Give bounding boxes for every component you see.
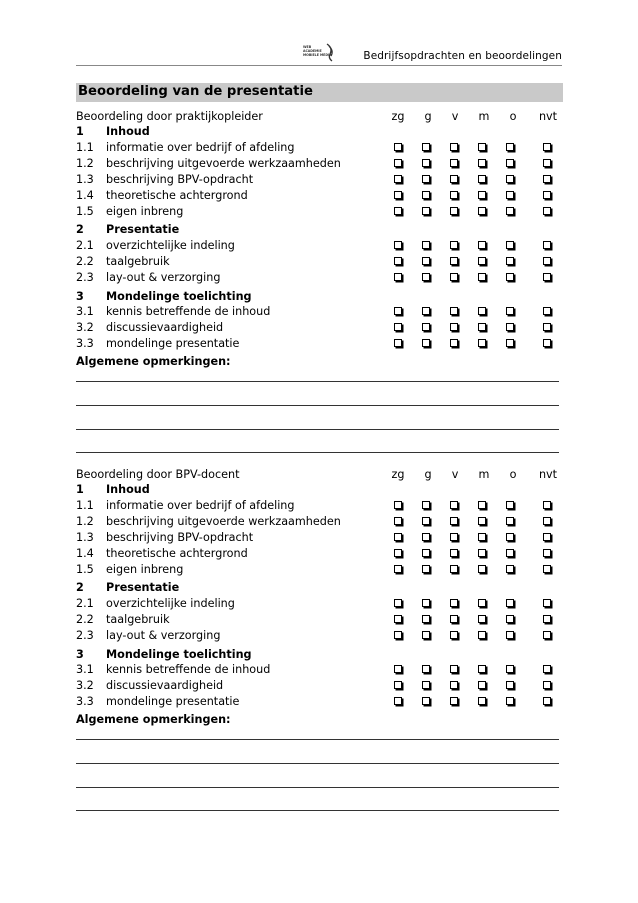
rating-checkbox-v[interactable]: [450, 307, 458, 315]
assessor-header-row: [76, 468, 563, 482]
criterion-row: [76, 141, 563, 155]
logo-text-line-1: WEB: [303, 45, 312, 49]
rating-checkbox-zg[interactable]: [394, 549, 402, 557]
rating-checkbox-m[interactable]: [478, 159, 486, 167]
rating-checkbox-zg[interactable]: [394, 631, 402, 639]
column-header-o: o: [509, 110, 517, 123]
remarks-line[interactable]: [76, 452, 559, 453]
rating-checkbox-g[interactable]: [422, 339, 430, 347]
rating-checkbox-o[interactable]: [506, 241, 514, 249]
section-title-row: [76, 125, 563, 139]
rating-checkbox-g[interactable]: [422, 257, 430, 265]
section-heading-bar: [76, 83, 563, 102]
rating-checkbox-m[interactable]: [478, 599, 486, 607]
criterion-number: 1.5: [76, 563, 94, 576]
remarks-line[interactable]: [76, 810, 559, 811]
criterion-label: theoretische achtergrond: [106, 189, 248, 202]
criterion-label: taalgebruik: [106, 613, 170, 626]
criterion-row: [76, 205, 563, 219]
rating-checkbox-o[interactable]: [506, 207, 514, 215]
criterion-row: [76, 531, 563, 545]
rating-checkbox-zg[interactable]: [394, 681, 402, 689]
rating-checkbox-m[interactable]: [478, 323, 486, 331]
criterion-row: [76, 255, 563, 269]
criterion-number: 2.2: [76, 255, 94, 268]
rating-checkbox-nvt[interactable]: [543, 631, 551, 639]
criterion-row: [76, 663, 563, 677]
criterion-number: 1.5: [76, 205, 94, 218]
rating-checkbox-o[interactable]: [506, 175, 514, 183]
logo-text-line-3: MOBIELE MEDIA: [303, 53, 332, 57]
criterion-row: [76, 679, 563, 693]
rating-checkbox-v[interactable]: [450, 533, 458, 541]
rating-checkbox-g[interactable]: [422, 599, 430, 607]
rating-checkbox-v[interactable]: [450, 273, 458, 281]
criterion-number: 3.2: [76, 679, 94, 692]
rating-checkbox-m[interactable]: [478, 191, 486, 199]
rating-checkbox-m[interactable]: [478, 175, 486, 183]
section-title-row: [76, 290, 563, 304]
rating-checkbox-o[interactable]: [506, 665, 514, 673]
rating-checkbox-o[interactable]: [506, 501, 514, 509]
criterion-number: 1.3: [76, 531, 94, 544]
criterion-number: 1.1: [76, 141, 94, 154]
rating-checkbox-nvt[interactable]: [543, 681, 551, 689]
rating-checkbox-m[interactable]: [478, 339, 486, 347]
section-title-row: [76, 483, 563, 497]
criterion-number: 2.3: [76, 271, 94, 284]
remarks-line[interactable]: [76, 739, 559, 740]
header-divider: [76, 65, 562, 66]
criterion-row: [76, 189, 563, 203]
rating-checkbox-m[interactable]: [478, 533, 486, 541]
rating-checkbox-nvt[interactable]: [543, 175, 551, 183]
criterion-number: 1.2: [76, 157, 94, 170]
section-title: Presentatie: [106, 223, 180, 236]
column-header-nvt: nvt: [538, 110, 558, 123]
rating-checkbox-v[interactable]: [450, 339, 458, 347]
rating-checkbox-o[interactable]: [506, 517, 514, 525]
section-number: 2: [76, 223, 84, 236]
criterion-label: lay-out & verzorging: [106, 629, 221, 642]
criterion-label: mondelinge presentatie: [106, 337, 240, 350]
section-title: Mondelinge toelichting: [106, 648, 252, 661]
rating-checkbox-g[interactable]: [422, 517, 430, 525]
remarks-line[interactable]: [76, 429, 559, 430]
rating-checkbox-zg[interactable]: [394, 339, 402, 347]
criterion-label: eigen inbreng: [106, 205, 184, 218]
criterion-row: [76, 629, 563, 643]
rating-checkbox-o[interactable]: [506, 565, 514, 573]
remarks-label: Algemene opmerkingen:: [76, 355, 231, 368]
rating-checkbox-nvt[interactable]: [543, 257, 551, 265]
rating-checkbox-o[interactable]: [506, 273, 514, 281]
rating-checkbox-zg[interactable]: [394, 273, 402, 281]
criterion-row: [76, 563, 563, 577]
rating-checkbox-o[interactable]: [506, 323, 514, 331]
rating-checkbox-m[interactable]: [478, 257, 486, 265]
rating-checkbox-zg[interactable]: [394, 241, 402, 249]
rating-checkbox-v[interactable]: [450, 257, 458, 265]
rating-checkbox-g[interactable]: [422, 681, 430, 689]
criterion-number: 3.3: [76, 695, 94, 708]
rating-checkbox-zg[interactable]: [394, 665, 402, 673]
column-header-nvt: nvt: [538, 468, 558, 481]
criterion-label: discussievaardigheid: [106, 321, 224, 334]
criterion-label: beschrijving BPV-opdracht: [106, 173, 254, 186]
rating-checkbox-zg[interactable]: [394, 175, 402, 183]
criterion-label: kennis betreffende de inhoud: [106, 305, 271, 318]
rating-checkbox-nvt[interactable]: [543, 323, 551, 331]
rating-checkbox-o[interactable]: [506, 697, 514, 705]
rating-checkbox-g[interactable]: [422, 565, 430, 573]
rating-checkbox-nvt[interactable]: [543, 565, 551, 573]
criterion-row: [76, 337, 563, 351]
rating-checkbox-m[interactable]: [478, 631, 486, 639]
section-heading: Beoordeling van de presentatie: [78, 84, 313, 99]
section-number: 1: [76, 483, 84, 496]
rating-checkbox-m[interactable]: [478, 273, 486, 281]
criterion-label: beschrijving uitgevoerde werkzaamheden: [106, 515, 341, 528]
rating-checkbox-nvt[interactable]: [543, 501, 551, 509]
criterion-label: eigen inbreng: [106, 563, 184, 576]
rating-checkbox-g[interactable]: [422, 191, 430, 199]
rating-checkbox-zg[interactable]: [394, 257, 402, 265]
criterion-label: theoretische achtergrond: [106, 547, 248, 560]
rating-checkbox-nvt[interactable]: [543, 549, 551, 557]
criterion-number: 3.3: [76, 337, 94, 350]
assessor-label: Beoordeling door praktijkopleider: [76, 110, 263, 123]
rating-checkbox-m[interactable]: [478, 697, 486, 705]
criterion-label: beschrijving BPV-opdracht: [106, 531, 254, 544]
rating-checkbox-nvt[interactable]: [543, 241, 551, 249]
rating-checkbox-g[interactable]: [422, 143, 430, 151]
criterion-number: 3.1: [76, 663, 94, 676]
rating-checkbox-zg[interactable]: [394, 697, 402, 705]
section-title: Inhoud: [106, 125, 150, 138]
criterion-row: [76, 239, 563, 253]
criterion-number: 1.4: [76, 189, 94, 202]
rating-checkbox-g[interactable]: [422, 533, 430, 541]
logo-text-line-2: ACADEMIE: [303, 49, 322, 53]
assessor-label: Beoordeling door BPV-docent: [76, 468, 240, 481]
rating-checkbox-g[interactable]: [422, 631, 430, 639]
column-header-g: g: [424, 468, 432, 481]
rating-checkbox-m[interactable]: [478, 565, 486, 573]
rating-checkbox-v[interactable]: [450, 501, 458, 509]
criterion-label: informatie over bedrijf of afdeling: [106, 499, 295, 512]
rating-checkbox-m[interactable]: [478, 207, 486, 215]
rating-checkbox-v[interactable]: [450, 175, 458, 183]
criterion-label: mondelinge presentatie: [106, 695, 240, 708]
rating-checkbox-v[interactable]: [450, 159, 458, 167]
rating-checkbox-zg[interactable]: [394, 599, 402, 607]
rating-checkbox-g[interactable]: [422, 307, 430, 315]
rating-checkbox-m[interactable]: [478, 241, 486, 249]
criterion-row: [76, 157, 563, 171]
section-number: 3: [76, 290, 84, 303]
rating-checkbox-v[interactable]: [450, 665, 458, 673]
remarks-line[interactable]: [76, 405, 559, 406]
rating-checkbox-g[interactable]: [422, 697, 430, 705]
section-number: 1: [76, 125, 84, 138]
criterion-label: discussievaardigheid: [106, 679, 224, 692]
rating-checkbox-nvt[interactable]: [543, 191, 551, 199]
section-title-row: [76, 581, 563, 595]
rating-checkbox-g[interactable]: [422, 323, 430, 331]
criterion-row: [76, 173, 563, 187]
criterion-label: informatie over bedrijf of afdeling: [106, 141, 295, 154]
rating-checkbox-o[interactable]: [506, 257, 514, 265]
rating-checkbox-nvt[interactable]: [543, 143, 551, 151]
criterion-label: lay-out & verzorging: [106, 271, 221, 284]
rating-checkbox-m[interactable]: [478, 307, 486, 315]
rating-checkbox-o[interactable]: [506, 681, 514, 689]
remarks-line[interactable]: [76, 787, 559, 788]
section-title: Inhoud: [106, 483, 150, 496]
rating-checkbox-o[interactable]: [506, 599, 514, 607]
remarks-line[interactable]: [76, 763, 559, 764]
criterion-number: 1.3: [76, 173, 94, 186]
rating-checkbox-v[interactable]: [450, 615, 458, 623]
rating-checkbox-o[interactable]: [506, 533, 514, 541]
rating-checkbox-nvt[interactable]: [543, 517, 551, 525]
rating-checkbox-zg[interactable]: [394, 565, 402, 573]
rating-checkbox-o[interactable]: [506, 143, 514, 151]
rating-checkbox-v[interactable]: [450, 241, 458, 249]
rating-checkbox-nvt[interactable]: [543, 599, 551, 607]
column-header-m: m: [478, 110, 490, 123]
column-header-o: o: [509, 468, 517, 481]
school-logo: [303, 42, 337, 62]
rating-checkbox-nvt[interactable]: [543, 273, 551, 281]
rating-checkbox-o[interactable]: [506, 159, 514, 167]
rating-checkbox-nvt[interactable]: [543, 307, 551, 315]
rating-checkbox-m[interactable]: [478, 501, 486, 509]
rating-checkbox-nvt[interactable]: [543, 665, 551, 673]
criterion-number: 1.2: [76, 515, 94, 528]
rating-checkbox-v[interactable]: [450, 549, 458, 557]
criterion-number: 3.1: [76, 305, 94, 318]
rating-checkbox-v[interactable]: [450, 697, 458, 705]
rating-checkbox-v[interactable]: [450, 323, 458, 331]
criterion-label: overzichtelijke indeling: [106, 597, 235, 610]
rating-checkbox-nvt[interactable]: [543, 533, 551, 541]
criterion-label: beschrijving uitgevoerde werkzaamheden: [106, 157, 341, 170]
column-header-zg: zg: [391, 468, 405, 481]
criterion-label: taalgebruik: [106, 255, 170, 268]
rating-checkbox-v[interactable]: [450, 207, 458, 215]
rating-checkbox-nvt[interactable]: [543, 615, 551, 623]
rating-checkbox-g[interactable]: [422, 273, 430, 281]
rating-checkbox-o[interactable]: [506, 549, 514, 557]
rating-checkbox-v[interactable]: [450, 565, 458, 573]
rating-checkbox-zg[interactable]: [394, 207, 402, 215]
section-title-row: [76, 223, 563, 237]
rating-checkbox-nvt[interactable]: [543, 207, 551, 215]
rating-checkbox-g[interactable]: [422, 501, 430, 509]
rating-checkbox-m[interactable]: [478, 143, 486, 151]
rating-checkbox-m[interactable]: [478, 517, 486, 525]
rating-checkbox-zg[interactable]: [394, 517, 402, 525]
rating-checkbox-g[interactable]: [422, 207, 430, 215]
rating-checkbox-g[interactable]: [422, 549, 430, 557]
rating-checkbox-o[interactable]: [506, 339, 514, 347]
rating-checkbox-zg[interactable]: [394, 615, 402, 623]
section-title: Presentatie: [106, 581, 180, 594]
column-header-m: m: [478, 468, 490, 481]
column-header-zg: zg: [391, 110, 405, 123]
criterion-row: [76, 515, 563, 529]
rating-checkbox-g[interactable]: [422, 665, 430, 673]
rating-checkbox-v[interactable]: [450, 599, 458, 607]
criterion-number: 2.3: [76, 629, 94, 642]
rating-checkbox-m[interactable]: [478, 665, 486, 673]
criterion-number: 2.2: [76, 613, 94, 626]
rating-checkbox-o[interactable]: [506, 631, 514, 639]
remarks-line[interactable]: [76, 381, 559, 382]
section-title-row: [76, 648, 563, 662]
rating-checkbox-v[interactable]: [450, 681, 458, 689]
remarks-label: Algemene opmerkingen:: [76, 713, 231, 726]
document-header-title: Bedrijfsopdrachten en beoordelingen: [363, 50, 562, 62]
criterion-row: [76, 499, 563, 513]
rating-checkbox-zg[interactable]: [394, 159, 402, 167]
rating-checkbox-o[interactable]: [506, 307, 514, 315]
rating-checkbox-zg[interactable]: [394, 501, 402, 509]
rating-checkbox-v[interactable]: [450, 517, 458, 525]
rating-checkbox-m[interactable]: [478, 615, 486, 623]
criterion-number: 2.1: [76, 597, 94, 610]
rating-checkbox-v[interactable]: [450, 143, 458, 151]
criterion-row: [76, 547, 563, 561]
criterion-row: [76, 597, 563, 611]
assessor-header-row: [76, 110, 563, 124]
criterion-number: 2.1: [76, 239, 94, 252]
rating-checkbox-nvt[interactable]: [543, 697, 551, 705]
rating-checkbox-zg[interactable]: [394, 533, 402, 541]
criterion-row: [76, 321, 563, 335]
rating-checkbox-g[interactable]: [422, 615, 430, 623]
rating-checkbox-g[interactable]: [422, 241, 430, 249]
criterion-number: 1.4: [76, 547, 94, 560]
rating-checkbox-o[interactable]: [506, 191, 514, 199]
criterion-number: 1.1: [76, 499, 94, 512]
column-header-g: g: [424, 110, 432, 123]
section-number: 3: [76, 648, 84, 661]
rating-checkbox-m[interactable]: [478, 681, 486, 689]
section-title: Mondelinge toelichting: [106, 290, 252, 303]
section-number: 2: [76, 581, 84, 594]
rating-checkbox-zg[interactable]: [394, 143, 402, 151]
rating-checkbox-o[interactable]: [506, 615, 514, 623]
criterion-number: 3.2: [76, 321, 94, 334]
rating-checkbox-g[interactable]: [422, 159, 430, 167]
criterion-label: kennis betreffende de inhoud: [106, 663, 271, 676]
rating-checkbox-zg[interactable]: [394, 323, 402, 331]
rating-checkbox-nvt[interactable]: [543, 159, 551, 167]
criterion-row: [76, 613, 563, 627]
rating-checkbox-zg[interactable]: [394, 307, 402, 315]
criterion-row: [76, 305, 563, 319]
rating-checkbox-zg[interactable]: [394, 191, 402, 199]
rating-checkbox-v[interactable]: [450, 191, 458, 199]
criterion-label: overzichtelijke indeling: [106, 239, 235, 252]
rating-checkbox-g[interactable]: [422, 175, 430, 183]
column-header-v: v: [451, 110, 459, 123]
criterion-row: [76, 695, 563, 709]
criterion-row: [76, 271, 563, 285]
rating-checkbox-v[interactable]: [450, 631, 458, 639]
column-header-v: v: [451, 468, 459, 481]
rating-checkbox-nvt[interactable]: [543, 339, 551, 347]
rating-checkbox-m[interactable]: [478, 549, 486, 557]
